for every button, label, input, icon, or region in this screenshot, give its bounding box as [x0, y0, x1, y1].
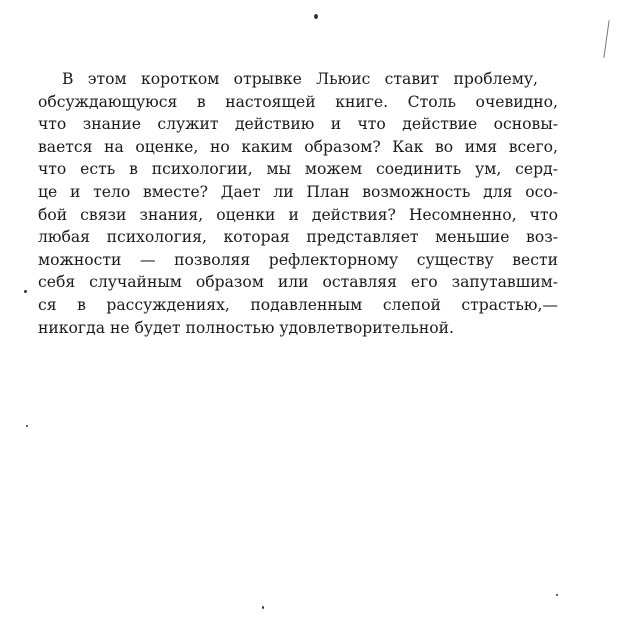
text-line: любая психология, которая представляет меньшие воз- [38, 228, 558, 247]
ink-speck-bottom [262, 606, 264, 609]
text-line: вается на оценке, но каким образом? Как во имя всего, [38, 137, 558, 156]
text-line: себя случайным образом или оставляя его запутавшим- [38, 273, 558, 292]
text-line: никогда не будет полностью удовлетворительной. [38, 318, 454, 337]
text-line: В этом коротком отрывке Льюис ставит проблему, [62, 70, 538, 88]
text-line: ся в рассуждениях, подавленным слепой страстью,— [38, 295, 558, 314]
text-line: что есть в психологии, мы можем соединить ум, серд- [38, 160, 558, 179]
text-line: бой связи знания, оценки и действия? Несомненно, что [38, 205, 558, 224]
ink-speck-bottom-right [556, 594, 558, 596]
ink-speck-top [314, 14, 318, 19]
edge-mark-top-right [603, 20, 609, 58]
text-line: обсуждающуюся в настоящей книге. Столь очевидно, [38, 92, 558, 111]
ink-speck-left-margin [24, 290, 27, 293]
text-line: це и тело вместе? Дает ли План возможность для осо- [38, 182, 558, 201]
body-paragraph [38, 68, 582, 339]
ink-speck-left-lower [26, 425, 28, 427]
text-line: что знание служит действию и что действие основы- [38, 115, 558, 134]
text-line: можности — позволяя рефлекторному существу вести [38, 250, 558, 269]
